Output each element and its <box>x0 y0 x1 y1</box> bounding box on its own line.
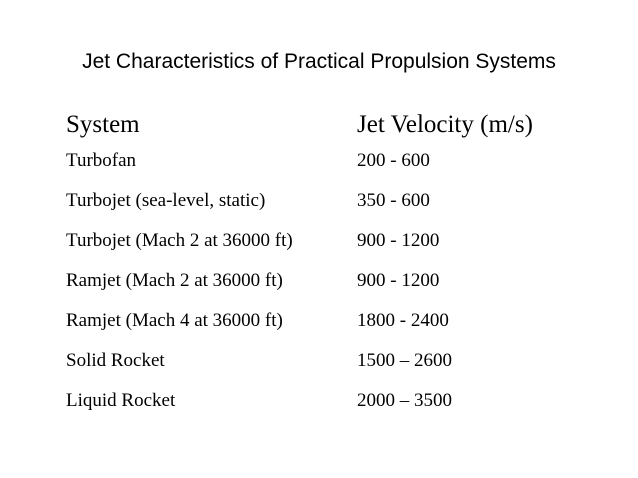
velocity-cell: 900 - 1200 <box>357 230 440 251</box>
system-cell: Ramjet (Mach 2 at 36000 ft) <box>66 270 283 291</box>
system-cell: Turbofan <box>66 150 137 171</box>
velocity-cell: 2000 – 3500 <box>357 390 452 411</box>
column-header-system: System <box>66 111 140 138</box>
velocity-cell: 350 - 600 <box>357 190 430 211</box>
table-row <box>66 390 586 430</box>
velocity-cell: 1500 – 2600 <box>357 350 452 371</box>
system-cell: Turbojet (sea-level, static) <box>66 190 266 211</box>
table-row <box>66 230 586 270</box>
velocity-cell: 200 - 600 <box>357 150 430 171</box>
column-header-jet-velocity: Jet Velocity (m/s) <box>357 111 533 138</box>
table-row <box>66 310 586 350</box>
system-cell: Turbojet (Mach 2 at 36000 ft) <box>66 230 293 251</box>
velocity-cell: 900 - 1200 <box>357 270 440 291</box>
system-cell: Liquid Rocket <box>66 390 176 411</box>
system-cell: Ramjet (Mach 4 at 36000 ft) <box>66 310 283 331</box>
table-row <box>66 150 586 190</box>
velocity-cell: 1800 - 2400 <box>357 310 449 331</box>
propulsion-table <box>66 150 586 430</box>
table-row <box>66 190 586 230</box>
table-row <box>66 270 586 310</box>
table-row <box>66 350 586 390</box>
slide-title: Jet Characteristics of Practical Propulsion Systems <box>82 50 556 73</box>
system-cell: Solid Rocket <box>66 350 165 371</box>
